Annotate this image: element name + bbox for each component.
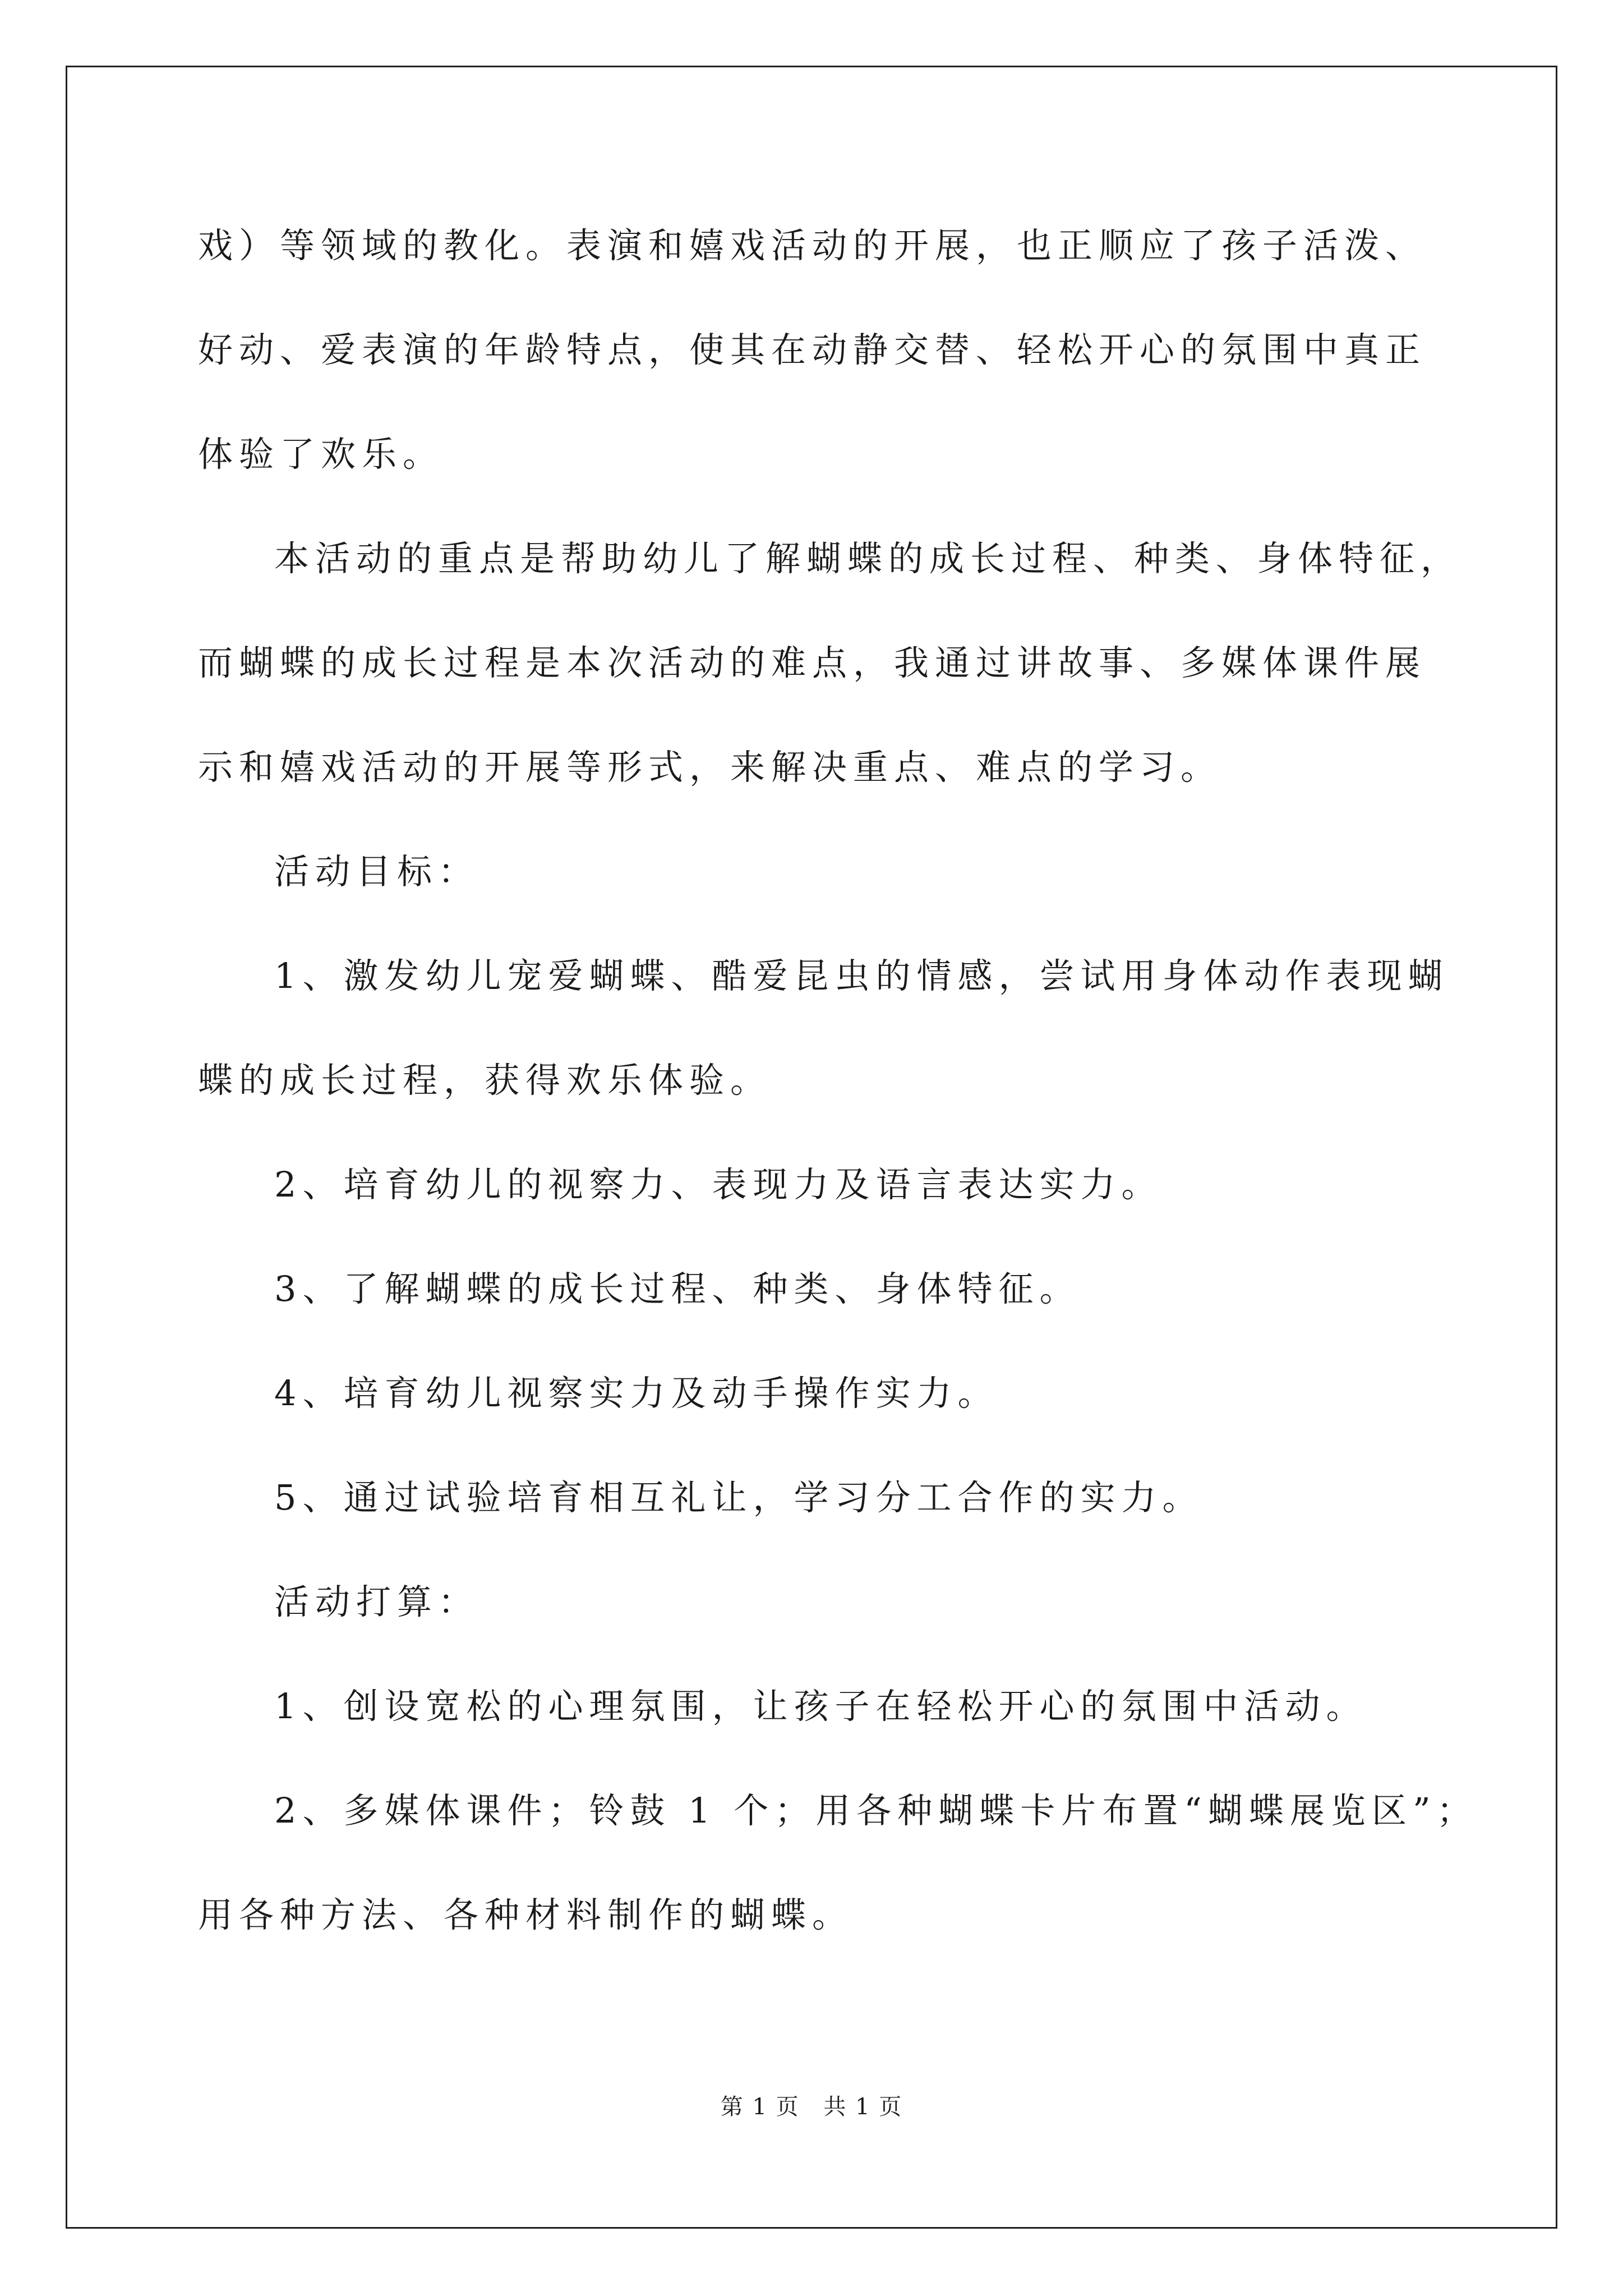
- text-line: 1、创设宽松的心理氛围，让孩子在轻松开心的氛围中活动。: [274, 1686, 1367, 1727]
- text-line: 而蝴蝶的成长过程是本次活动的难点，我通过讲故事、多媒体课件展: [198, 642, 1427, 683]
- text-line: 戏）等领域的教化。表演和嬉戏活动的开展，也正顺应了孩子活泼、: [198, 225, 1427, 266]
- text-line: 本活动的重点是帮助幼儿了解蝴蝶的成长过程、种类、身体特征，: [274, 538, 1462, 579]
- text-line: 2、培育幼儿的视察力、表现力及语言表达实力。: [274, 1164, 1163, 1205]
- text-line: 5、通过试验培育相互礼让，学习分工合作的实力。: [274, 1477, 1204, 1518]
- text-line: 蝶的成长过程，获得欢乐体验。: [198, 1060, 772, 1101]
- text-line: 用各种方法、各种材料制作的蝴蝶。: [198, 1894, 854, 1935]
- text-line: 体验了欢乐。: [198, 434, 444, 475]
- page-total: 共 1 页: [823, 2094, 903, 2120]
- document-body: [198, 194, 1478, 1967]
- text-line: 1、激发幼儿宠爱蝴蝶、酷爱昆虫的情感，尝试用身体动作表现蝴: [274, 955, 1449, 996]
- page-footer: [0, 2091, 1623, 2123]
- text-line: 示和嬉戏活动的开展等形式，来解决重点、难点的学习。: [198, 747, 1222, 788]
- text-line: 4、培育幼儿视察实力及动手操作实力。: [274, 1373, 999, 1414]
- text-line: 3、了解蝴蝶的成长过程、种类、身体特征。: [274, 1268, 1081, 1309]
- text-line: 好动、爱表演的年龄特点，使其在动静交替、轻松开心的氛围中真正: [198, 329, 1427, 370]
- section-heading-plan: 活动打算：: [274, 1581, 479, 1622]
- text-line: 2、多媒体课件；铃鼓 1 个；用各种蝴蝶卡片布置“蝴蝶展览区”；: [274, 1790, 1478, 1831]
- section-heading-goals: 活动目标：: [274, 851, 479, 892]
- page-number: 第 1 页: [720, 2094, 800, 2120]
